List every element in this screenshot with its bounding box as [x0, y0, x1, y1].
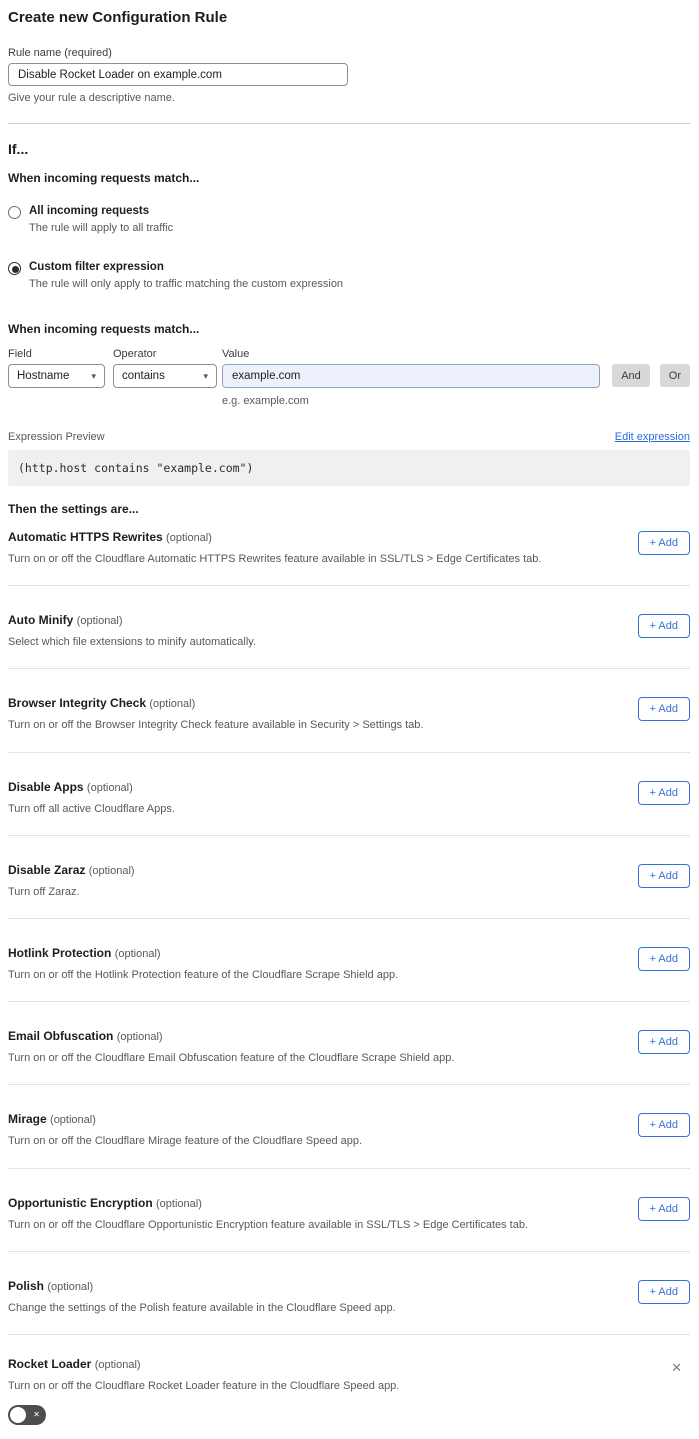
setting-name: Disable Zaraz [8, 862, 86, 877]
setting-text [8, 1279, 396, 1315]
setting-description: Change the settings of the Polish feature available in the Cloudflare Speed app. [8, 1301, 396, 1314]
operator-select[interactable] [113, 364, 217, 388]
add-setting-button[interactable]: + Add [638, 614, 690, 638]
setting-row [8, 835, 690, 918]
radio-button-icon[interactable] [8, 206, 21, 219]
add-setting-button[interactable]: + Add [638, 947, 690, 971]
radio-button-icon[interactable] [8, 262, 21, 275]
close-icon[interactable]: ✕ [671, 1359, 682, 1375]
add-setting-button[interactable]: + Add [638, 1197, 690, 1221]
setting-title [8, 530, 541, 544]
setting-name: Opportunistic Encryption [8, 1195, 153, 1210]
page-title: Create new Configuration Rule [8, 9, 228, 26]
setting-description: Turn on or off the Hotlink Protection feature of the Cloudflare Scrape Shield app. [8, 968, 399, 981]
optional-label: (optional) [88, 864, 135, 877]
expression-preview-label: Expression Preview [8, 431, 105, 443]
field-column [8, 348, 105, 388]
chevron-down-icon: ▾ [91, 370, 96, 381]
optional-label: (optional) [94, 1358, 141, 1371]
setting-title [8, 1279, 396, 1293]
toggle-knob [10, 1407, 26, 1423]
optional-label: (optional) [149, 698, 196, 711]
radio-option-custom-filter[interactable] [8, 261, 690, 290]
optional-label: (optional) [76, 615, 123, 628]
operator-column [113, 348, 217, 388]
setting-description: Turn on or off the Browser Integrity Check feature available in Security > Settings tab. [8, 719, 424, 732]
setting-row [8, 918, 690, 1001]
optional-label: (optional) [50, 1114, 96, 1127]
setting-title [8, 1112, 362, 1126]
radio-option-description: The rule will only apply to traffic matching the custom expression [29, 278, 344, 290]
if-heading: If... [8, 141, 29, 157]
incoming-requests-subheading: When incoming requests match... [8, 171, 200, 185]
setting-description: Turn on or off the Cloudflare Email Obfuscation feature of the Cloudflare Scrape Shield app. [8, 1052, 455, 1065]
setting-name: Email Obfuscation [8, 1029, 114, 1044]
setting-title [8, 696, 423, 710]
add-setting-button[interactable]: + Add [638, 1030, 690, 1054]
value-label: Value [222, 348, 250, 360]
and-button[interactable]: And [612, 364, 650, 387]
setting-text [8, 1196, 528, 1232]
settings-heading: Then the settings are... [8, 502, 139, 516]
optional-label: (optional) [86, 781, 133, 794]
optional-label: (optional) [166, 532, 212, 544]
setting-text [8, 530, 541, 566]
expression-preview-header [8, 431, 690, 443]
operator-select-value: contains [122, 370, 165, 382]
rule-name-group [8, 47, 690, 104]
setting-name: Mirage [8, 1112, 47, 1127]
match-type-radio-group [8, 205, 690, 290]
add-setting-button[interactable]: + Add [638, 781, 690, 805]
value-example-help: e.g. example.com [222, 395, 309, 407]
setting-row [8, 752, 690, 835]
radio-option-label: All incoming requests [29, 205, 150, 217]
settings-list [8, 516, 690, 1334]
setting-text [8, 863, 135, 899]
setting-title [8, 946, 398, 960]
rocket-loader-setting-row [8, 1334, 690, 1425]
chevron-down-icon: ▾ [203, 370, 208, 381]
rule-name-help: Give your rule a descriptive name. [8, 92, 175, 104]
value-input[interactable] [222, 364, 600, 388]
setting-name: Browser Integrity Check [8, 696, 147, 711]
add-setting-button[interactable]: + Add [638, 531, 690, 555]
optional-label: (optional) [116, 1031, 163, 1044]
rocket-loader-toggle[interactable] [8, 1405, 46, 1425]
value-column [222, 348, 600, 407]
section-divider [8, 123, 690, 124]
optional-label: (optional) [47, 1280, 94, 1293]
setting-description: Turn on or off the Cloudflare Rocket Loader feature in the Cloudflare Speed app. [8, 1379, 400, 1392]
add-setting-button[interactable]: + Add [638, 697, 690, 721]
setting-name: Rocket Loader [8, 1356, 92, 1371]
setting-name: Hotlink Protection [8, 945, 112, 960]
rule-name-label: Rule name (required) [8, 47, 112, 59]
setting-title [8, 780, 175, 794]
setting-description: Select which file extensions to minify automatically. [8, 636, 257, 649]
setting-name: Polish [8, 1278, 45, 1293]
field-select-value: Hostname [17, 370, 70, 382]
filter-expression-row [8, 348, 690, 407]
toggle-off-x-icon: ✕ [33, 1410, 40, 1420]
radio-option-description: The rule will apply to all traffic [29, 222, 174, 234]
setting-row [8, 668, 690, 751]
setting-text [8, 780, 175, 816]
setting-name: Auto Minify [8, 613, 74, 628]
setting-description: Turn on or off the Cloudflare Automatic HTTPS Rewrites feature available in SSL/TLS > Edge Certificates tab. [8, 553, 542, 565]
setting-title [8, 1357, 690, 1371]
setting-row [8, 516, 690, 585]
setting-text [8, 1029, 454, 1065]
setting-row [8, 585, 690, 668]
expression-code-preview: (http.host contains "example.com") [8, 450, 690, 486]
setting-row [8, 1251, 690, 1334]
filter-builder-heading: When incoming requests match... [8, 322, 200, 336]
and-or-buttons [612, 364, 690, 387]
setting-description: Turn on or off the Cloudflare Opportunistic Encryption feature available in SSL/TLS > Edge Certificates tab. [8, 1218, 529, 1231]
setting-description: Turn on or off the Cloudflare Mirage feature of the Cloudflare Speed app. [8, 1135, 363, 1148]
setting-text [8, 696, 423, 732]
optional-label: (optional) [156, 1197, 202, 1210]
optional-label: (optional) [114, 947, 161, 960]
rule-name-input[interactable] [8, 63, 348, 86]
setting-row [8, 1168, 690, 1251]
operator-label: Operator [113, 348, 157, 360]
setting-name: Disable Apps [8, 779, 84, 794]
setting-description: Turn off all active Cloudflare Apps. [8, 802, 175, 815]
field-label: Field [8, 348, 32, 360]
setting-text [8, 1112, 362, 1148]
radio-option-label: Custom filter expression [29, 261, 164, 273]
setting-title [8, 1196, 528, 1210]
add-setting-button[interactable]: + Add [638, 864, 690, 888]
setting-title [8, 1029, 454, 1043]
add-setting-button[interactable]: + Add [638, 1113, 690, 1137]
setting-description: Turn off Zaraz. [8, 885, 80, 898]
field-select[interactable] [8, 364, 105, 388]
edit-expression-link[interactable]: Edit expression [614, 431, 690, 443]
setting-title [8, 863, 135, 877]
setting-text [8, 946, 398, 982]
add-setting-button[interactable]: + Add [638, 1280, 690, 1304]
or-button[interactable]: Or [660, 364, 690, 387]
setting-name: Automatic HTTPS Rewrites [8, 530, 163, 544]
setting-text [8, 613, 256, 649]
setting-title [8, 613, 256, 627]
radio-option-all-incoming[interactable] [8, 205, 690, 234]
setting-row [8, 1001, 690, 1084]
setting-row [8, 1084, 690, 1167]
